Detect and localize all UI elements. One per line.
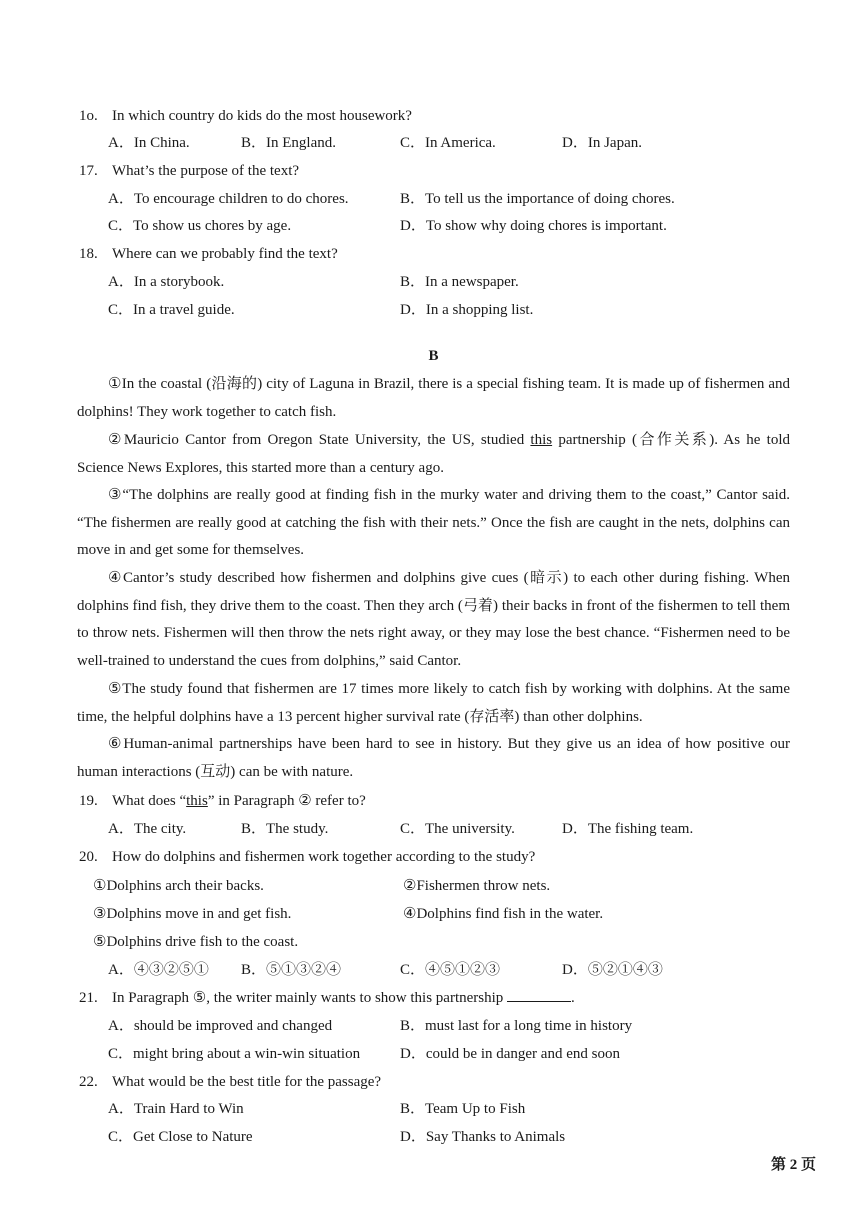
question-18-option-a: A．In a storybook. xyxy=(108,274,225,290)
question-20-step-4: ④Dolphins find fish in the water. xyxy=(403,906,604,922)
question-17-option-a: A．To encourage children to do chores. xyxy=(108,191,349,207)
question-21-option-d: D．could be in danger and end soon xyxy=(400,1046,620,1062)
underlined-word-this: this xyxy=(530,432,553,448)
question-16-option-a: A．In China. xyxy=(108,135,190,151)
question-18-option-c: C．In a travel guide. xyxy=(108,302,235,318)
answer-blank xyxy=(507,988,571,1002)
question-19-option-b: B．The study. xyxy=(241,821,329,837)
question-17-option-c: C．To show us chores by age. xyxy=(108,218,292,234)
question-20-option-b: B．⑤①③②④ xyxy=(241,962,342,978)
question-17-option-d: D．To show why doing chores is important. xyxy=(400,218,667,234)
question-22-option-d: D．Say Thanks to Animals xyxy=(400,1129,566,1145)
question-17-option-b: B．To tell us the importance of doing chores. xyxy=(400,191,675,207)
question-16-stem: In which country do kids do the most housework? xyxy=(112,108,412,124)
question-22-option-a: A．Train Hard to Win xyxy=(108,1101,244,1117)
question-20-number: 20. xyxy=(79,849,98,865)
question-16-number: 1o. xyxy=(79,108,98,124)
question-21-option-b: B．must last for a long time in history xyxy=(400,1018,633,1034)
question-19-stem: What does “this” in Paragraph ② refer to? xyxy=(112,793,366,809)
question-17-number: 17. xyxy=(79,163,98,179)
question-21-number: 21. xyxy=(79,990,98,1006)
question-22-option-c: C．Get Close to Nature xyxy=(108,1129,253,1145)
question-20-step-3: ③Dolphins move in and get fish. xyxy=(93,906,292,922)
question-19-number: 19. xyxy=(79,793,98,809)
question-16-option-c: C．In America. xyxy=(400,135,496,151)
question-22-option-b: B．Team Up to Fish xyxy=(400,1101,526,1117)
question-18-option-b: B．In a newspaper. xyxy=(400,274,519,290)
passage-paragraph-6: ⑥Human-animal partnerships have been hard to see in history. But they give us an idea of how positive our human interactions (互动) can be with nature. xyxy=(77,736,790,780)
question-20-option-a: A．④③②⑤① xyxy=(108,962,209,978)
section-title: B xyxy=(428,348,439,364)
passage-paragraph-4: ④Cantor’s study described how fishermen and dolphins give cues (暗示) to each other during fishing. When dolphins find fish, they drive them to the coast. Then they arch (弓着) their backs in front of the fishermen to tell them to throw nets. Fishermen will then throw the nets right away, or they may lose the best chance. “Fishermen need to be well-trained to understand the cues from dolphins,” said Cantor. xyxy=(77,570,790,669)
question-20-stem: How do dolphins and fishermen work together according to the study? xyxy=(112,849,536,865)
question-18-stem: Where can we probably find the text? xyxy=(112,246,338,262)
question-22-stem: What would be the best title for the passage? xyxy=(112,1074,382,1090)
question-18-number: 18. xyxy=(79,246,98,262)
question-21-option-c: C．might bring about a win-win situation xyxy=(108,1046,361,1062)
question-20-option-d: D．⑤②①④③ xyxy=(562,962,663,978)
passage-paragraph-3: ③“The dolphins are really good at finding fish in the murky water and driving them to the coast,” Cantor said. “The fishermen are really good at catching the fish with their nets.” Once the fish are caught in the nets, dolphins can move in and get some for themselves. xyxy=(77,487,790,559)
question-19-option-a: A．The city. xyxy=(108,821,187,837)
question-19-option-c: C．The university. xyxy=(400,821,515,837)
question-21-stem: In Paragraph ⑤, the writer mainly wants to show this partnership . xyxy=(112,990,575,1006)
passage-paragraph-1: ①In the coastal (沿海的) city of Laguna in Brazil, there is a special fishing team. It is made up of fishermen and dolphins! They work together to catch fish. xyxy=(77,376,790,420)
question-20-step-2: ②Fishermen throw nets. xyxy=(403,878,551,894)
passage-paragraph-2: ②Mauricio Cantor from Oregon State University, the US, studied this partnership (合作关系). As he told Science News Explores, this started more than a century ago. xyxy=(77,432,790,476)
page-number: 第 2 页 xyxy=(771,1157,817,1173)
question-18-option-d: D．In a shopping list. xyxy=(400,302,534,318)
question-21-option-a: A．should be improved and changed xyxy=(108,1018,333,1034)
question-19-option-d: D．The fishing team. xyxy=(562,821,694,837)
question-16-option-b: B．In England. xyxy=(241,135,336,151)
question-20-step-5: ⑤Dolphins drive fish to the coast. xyxy=(93,934,299,950)
question-22-number: 22. xyxy=(79,1074,98,1090)
question-20-step-1: ①Dolphins arch their backs. xyxy=(93,878,264,894)
question-20-option-c: C．④⑤①②③ xyxy=(400,962,501,978)
question-16-option-d: D．In Japan. xyxy=(562,135,642,151)
question-17-stem: What’s the purpose of the text? xyxy=(112,163,300,179)
passage-paragraph-5: ⑤The study found that fishermen are 17 times more likely to catch fish by working with dolphins. At the same time, the helpful dolphins have a 13 percent higher survival rate (存活率) than other dolphins. xyxy=(77,681,790,725)
